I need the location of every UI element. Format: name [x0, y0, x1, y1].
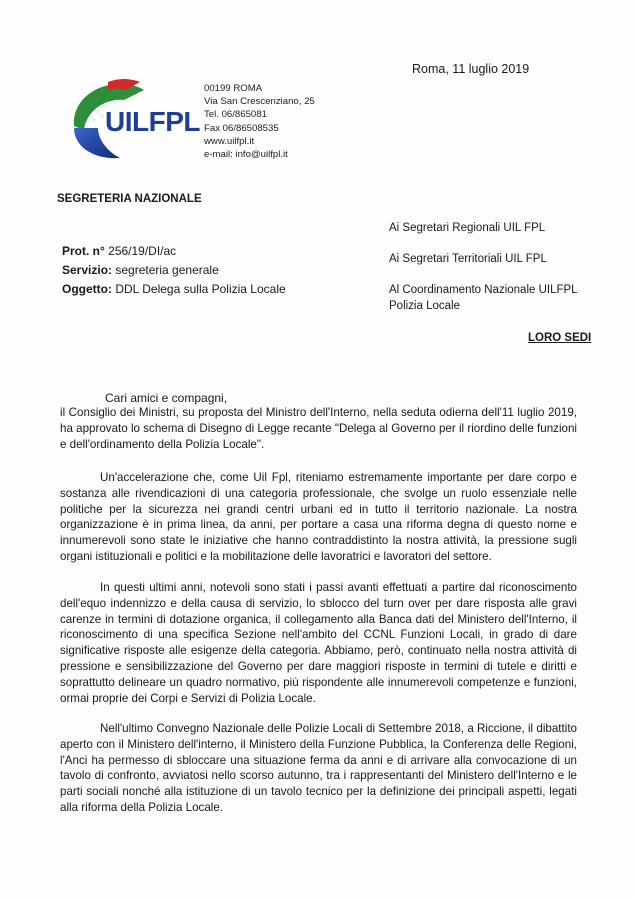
oggetto-label: Oggetto:	[62, 282, 112, 296]
recipient-coordinamento-line1: Al Coordinamento Nazionale UILFPL	[389, 284, 578, 296]
paragraph-4-text: Nell'ultimo Convegno Nazionale delle Polizie Locali di Settembre 2018, a Riccione, il dibattito aperto con il Ministero dell'interno, il Ministero della Funzione Pubblica, la Conferenza delle Regioni, l'Anci ha permesso di sbloccare una situazione ferma da anni e di arrivare alla convocazione di un tavolo di confronto, avviatosi nello scorso autunno, tra i rappresentanti del Ministero dell'Interno e le parti sociali nonché alla istituzione di un tavolo tecnico per la definizione dei principali aspetti, legati alla riforma della Polizia Locale.	[60, 722, 577, 814]
servizio-value: segreteria generale	[115, 263, 219, 277]
servizio-label: Servizio:	[62, 263, 113, 277]
letter-meta	[62, 242, 286, 299]
greeting: Cari amici e compagni,	[105, 391, 228, 405]
paragraph-2-text: Un'accelerazione che, come Uil Fpl, riteniamo estremamente importante per dare corpo e sostanza alle rivendicazioni di una categoria professionale, che svolge un ruolo essenziale nelle politiche per la sicurezza nei grandi centri urbani ed in tutto il territorio nazionale. La nostra organizzazione è in prima linea, da anni, per portare a casa una riforma degna di questo nome e innumerevoli sono state le iniziative che hanno contraddistinto la nostra attività, la pressione sugli organi istituzionali e politici e la mobilitazione delle lavoratrici e lavoratori del settore.	[60, 471, 577, 563]
paragraph-2	[60, 470, 577, 565]
letter-date: Roma, 11 luglio 2019	[412, 62, 530, 76]
paragraph-1: il Consiglio dei Ministri, su proposta del Ministro dell'Interno, nella seduta odierna dell'11 luglio 2019, ha approvato lo schema di Disegno di Legge recante "Delega al Governo per il riordino delle funzioni e dell'ordinamento della Polizia Locale".	[60, 406, 577, 451]
servizio-line	[62, 261, 286, 280]
uilfpl-logo	[68, 78, 200, 160]
loro-sedi: LORO SEDI	[528, 332, 592, 344]
address-line: Fax 06/86508535	[204, 122, 279, 134]
protocol-line	[62, 242, 286, 261]
protocol-label: Prot. n°	[62, 244, 105, 258]
paragraph-3-text: In questi ultimi anni, notevoli sono stati i passi avanti effettuati a partire dal riconoscimento dell'equo indennizzo e della causa di servizio, lo sblocco del turn over per dare risposta alle gravi carenze in termini di dotazione organica, il collegamento alla Banca dati del Ministero dell'Interno, il riconoscimento di una specifica Sezione nell'ambito del CCNL Funzioni Locali, in grado di dare significative risposte alle esigenze della categoria. Abbiamo, però, continuato nella nostra attività di pressione e sensibilizzazione del Governo per dare maggiori risposte in termini di tutele e diritti e soprattutto delineare un quadro normativo, più rispondente alle innumerevoli competenze e funzioni, ormai proprie dei Corpi e Servizi di Polizia Locale.	[60, 581, 577, 705]
recipient-coordinamento-line2: Polizia Locale	[389, 300, 460, 312]
address-line: Tel. 06/865081	[204, 109, 267, 121]
address-line: Via San Crescenziano, 25	[204, 96, 315, 108]
oggetto-line	[62, 280, 286, 299]
address-line: 00199 ROMA	[204, 83, 263, 94]
recipient-territoriali: Ai Segretari Territoriali UIL FPL	[389, 253, 547, 265]
address-block	[204, 82, 315, 161]
paragraph-3	[60, 580, 577, 706]
address-line: e-mail: info@uilfpl.it	[204, 149, 288, 161]
oggetto-value: DDL Delega sulla Polizia Locale	[115, 282, 286, 296]
address-line: www.uilfpl.it	[204, 135, 255, 147]
logo-text: UILFPL	[105, 106, 200, 137]
recipient-regionali: Ai Segretari Regionali UIL FPL	[389, 222, 546, 234]
protocol-value: 256/19/DI/ac	[108, 244, 177, 258]
segreteria-heading: SEGRETERIA NAZIONALE	[57, 193, 202, 205]
paragraph-4	[60, 721, 577, 816]
recipient-coordinamento	[389, 282, 578, 314]
